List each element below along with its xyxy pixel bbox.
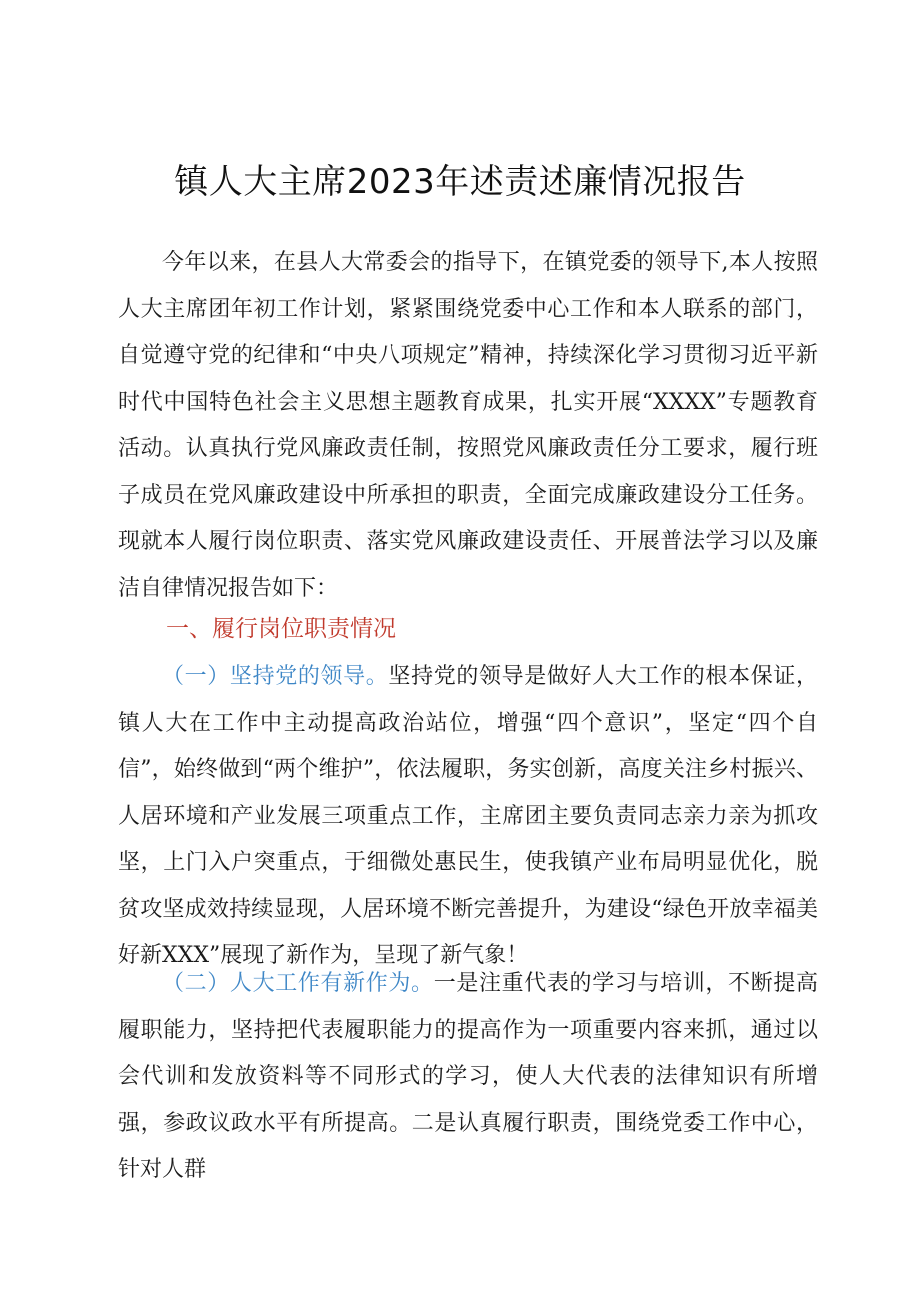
sub-heading-1: （一）坚持党的领导。 — [162, 664, 389, 689]
sub-heading-2: （二）人大工作有新作为。 — [162, 971, 434, 996]
document-title: 镇人大主席2023年述责述廉情况报告 — [174, 162, 746, 202]
section-paragraph-2 — [118, 961, 818, 1194]
paragraph-text-2: 一是注重代表的学习与培训，不断提高履职能力，坚持把代表履职能力的提高作为一项重要内容来抓，通过以会代训和发放资料等不同形式的学习，使人大代表的法律知识有所增强，参政议政水平有所提高。二是认真履行职责，围绕党委工作中心，针对人群 — [118, 971, 818, 1182]
section-paragraph-1 — [118, 654, 818, 980]
intro-paragraph: 今年以来，在县人大常委会的指导下，在镇党委的领导下,本人按照人大主席团年初工作计划，紧紧围绕党委中心工作和本人联系的部门，自觉遵守党的纪律和“中央八项规定”精神，持续深化学习贯彻习近平新时代中国特色社会主义思想主题教育成果，扎实开展“XXXX”专题教育活动。认真执行党风廉政责任制，按照党风廉政责任分工要求，履行班子成员在党风廉政建设中所承担的职责，全面完成廉政建设分工任务。现就本人履行岗位职责、落实党风廉政建设责任、开展普法学习以及廉洁自律情况报告如下： — [118, 250, 818, 601]
paragraph-text-1: 坚持党的领导是做好人大工作的根本保证，镇人大在工作中主动提高政治站位，增强“四个意识”，坚定“四个自信”，始终做到“两个维护”，依法履职，务实创新，高度关注乡村振兴、人居环境和产业发展三项重点工作，主席团主要负责同志亲力亲为抓攻坚，上门入户突重点，于细微处惠民生，使我镇产业布局明显优化，脱贫攻坚成效持续显现，人居环境不断完善提升，为建设“绿色开放幸福美好新XXX”展现了新作为，呈现了新气象！ — [118, 664, 818, 968]
section-heading: 一、履行岗位职责情况 — [166, 616, 396, 642]
